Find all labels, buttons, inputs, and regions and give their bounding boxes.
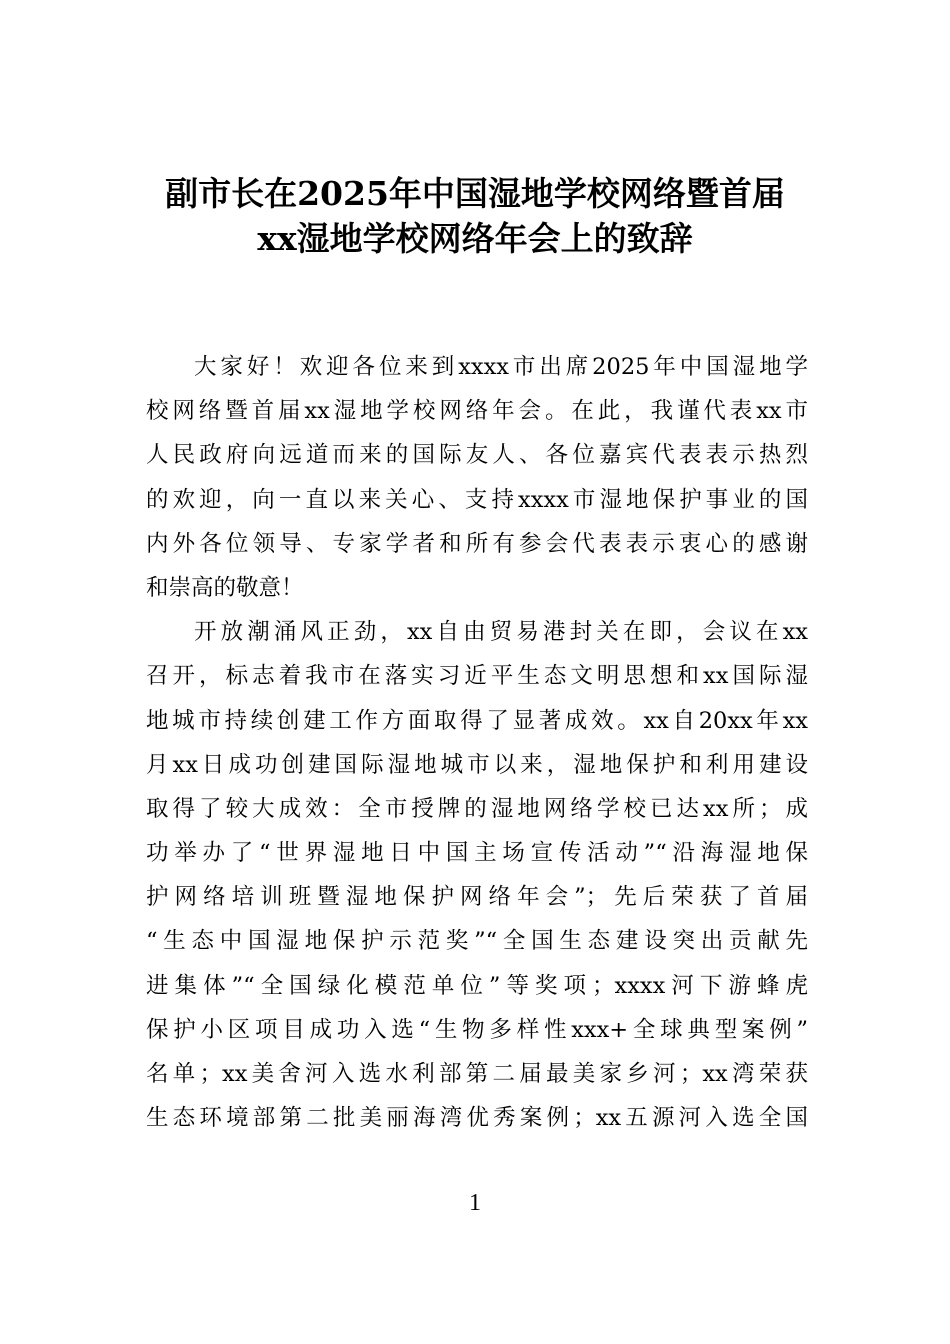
paragraph-line: “生态中国湿地保护示范奖”“全国生态建设突出贡献先	[146, 928, 808, 955]
paragraph-line: 大家好！欢迎各位来到xxxx市出席2025年中国湿地学	[194, 354, 808, 380]
paragraph-line: 内外各位领导、专家学者和所有参会代表表示衷心的感谢	[146, 530, 808, 557]
paragraph-line: 地城市持续创建工作方面取得了显著成效。xx自20xx年xx	[146, 707, 808, 734]
paragraph-line: 召开，标志着我市在落实习近平生态文明思想和xx国际湿	[146, 663, 808, 690]
paragraph-line: 取得了较大成效：全市授牌的湿地网络学校已达xx所；成	[146, 795, 808, 822]
paragraph-1	[146, 345, 808, 610]
page-number: 1	[469, 1190, 481, 1216]
paragraph-line: 开放潮涌风正劲，xx自由贸易港封关在即，会议在xx	[194, 619, 808, 646]
paragraph-line: 功举办了“世界湿地日中国主场宣传活动”“沿海湿地保	[146, 840, 808, 867]
paragraph-line: 的欢迎，向一直以来关心、支持xxxx市湿地保护事业的国	[146, 486, 808, 513]
paragraph-line: 和崇高的敬意！	[146, 574, 304, 601]
paragraph-2	[146, 610, 808, 1140]
document-title-line-2: xx湿地学校网络年会上的致辞	[257, 219, 693, 258]
paragraph-line: 校网络暨首届xx湿地学校网络年会。在此，我谨代表xx市	[146, 398, 808, 425]
paragraph-line: 护网络培训班暨湿地保护网络年会”；先后荣获了首届	[146, 884, 808, 911]
paragraph-line: 生态环境部第二批美丽海湾优秀案例；xx五源河入选全国	[146, 1105, 808, 1132]
paragraph-line: 人民政府向远道而来的国际友人、各位嘉宾代表表示热烈	[146, 442, 808, 469]
paragraph-line: 月xx日成功创建国际湿地城市以来，湿地保护和利用建设	[146, 751, 808, 778]
paragraph-line: 名单；xx美舍河入选水利部第二届最美家乡河；xx湾荣获	[146, 1061, 808, 1087]
document-body	[146, 345, 808, 1140]
document-title-line-1: 副市长在2025年中国湿地学校网络暨首届	[165, 174, 785, 213]
paragraph-line: 进集体”“全国绿化模范单位”等奖项；xxxx河下游蜂虎	[146, 972, 808, 999]
paragraph-line: 保护小区项目成功入选“生物多样性xxx+全球典型案例”	[146, 1016, 808, 1043]
